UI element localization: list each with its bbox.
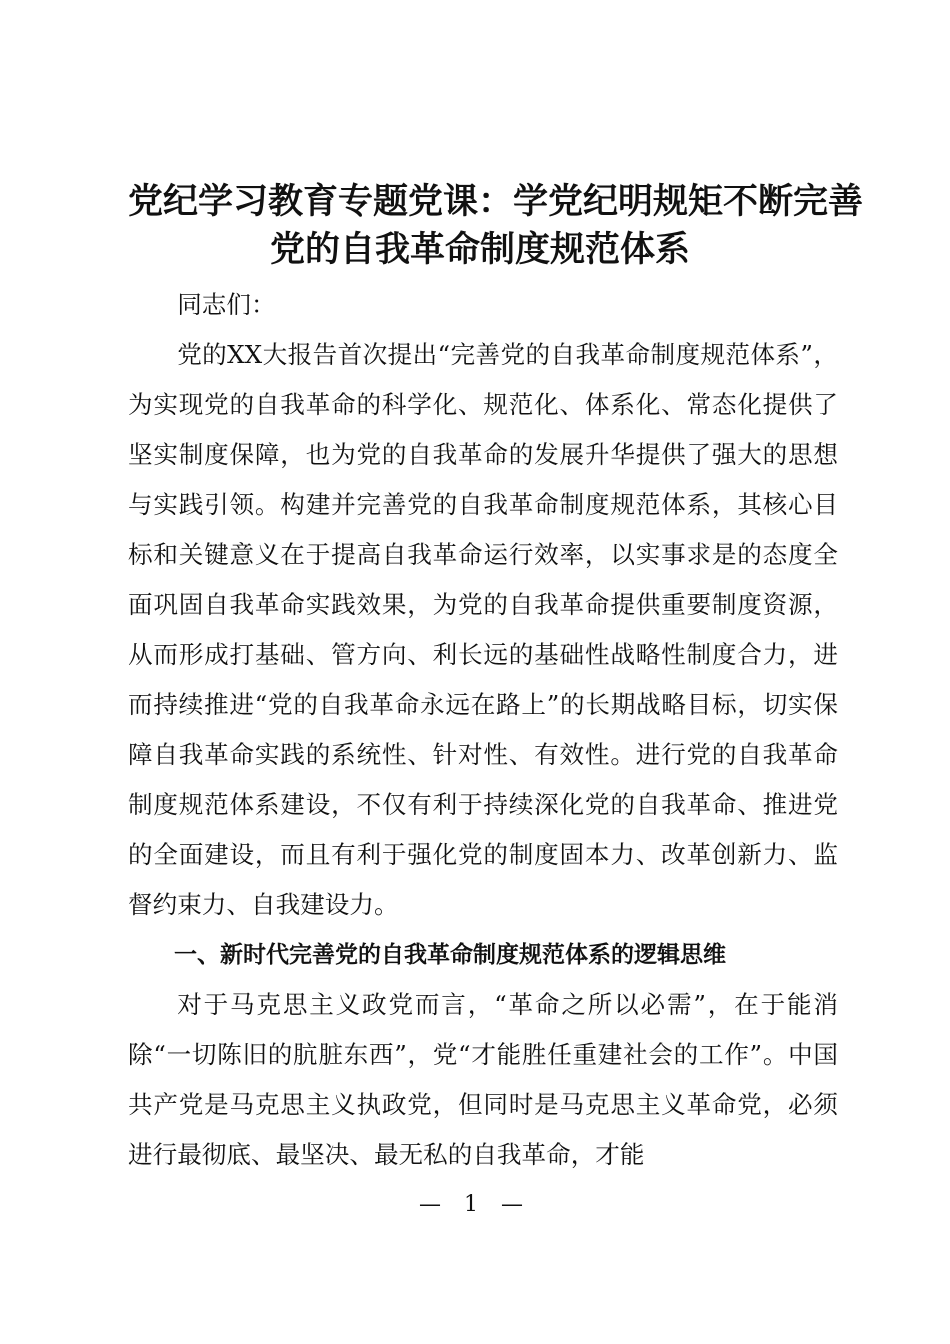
document-body	[128, 280, 838, 1180]
title-line-1: 党纪学习教育专题党课：学党纪明规矩不断完善	[128, 181, 864, 222]
section-heading: 一、新时代完善党的自我革命制度规范体系的逻辑思维	[174, 942, 726, 968]
title-line-2: 党的自我革命制度规范体系	[270, 229, 691, 270]
paragraph-section-1: 对于马克思主义政党而言，“革命之所以必需”，在于能消除“一切陈旧的肮脏东西”，党“才能胜任重建社会的工作”。中国共产党是马克思主义执政党，但同时是马克思主义革命党，必须进行最彻底、最坚决、最无私的自我革命，才能	[128, 990, 838, 1169]
document-title	[128, 178, 868, 274]
paragraph-intro: 党的XX大报告首次提出“完善党的自我革命制度规范体系”，为实现党的自我革命的科学化、规范化、体系化、常态化提供了坚实制度保障，也为党的自我革命的发展升华提供了强大的思想与实践引领。构建并完善党的自我革命制度规范体系，其核心目标和关键意义在于提高自我革命运行效率，以实事求是的态度全面巩固自我革命实践效果，为党的自我革命提供重要制度资源，从而形成打基础、管方向、利长远的基础性战略性制度合力，进而持续推进“党的自我革命永远在路上”的长期战略目标，切实保障自我革命实践的系统性、针对性、有效性。进行党的自我革命制度规范体系建设，不仅有利于持续深化党的自我革命、推进党的全面建设，而且有利于强化党的制度固本力、改革创新力、监督约束力、自我建设力。	[128, 340, 838, 919]
page-number: — 1 —	[419, 1192, 531, 1217]
salutation: 同志们：	[177, 290, 276, 319]
